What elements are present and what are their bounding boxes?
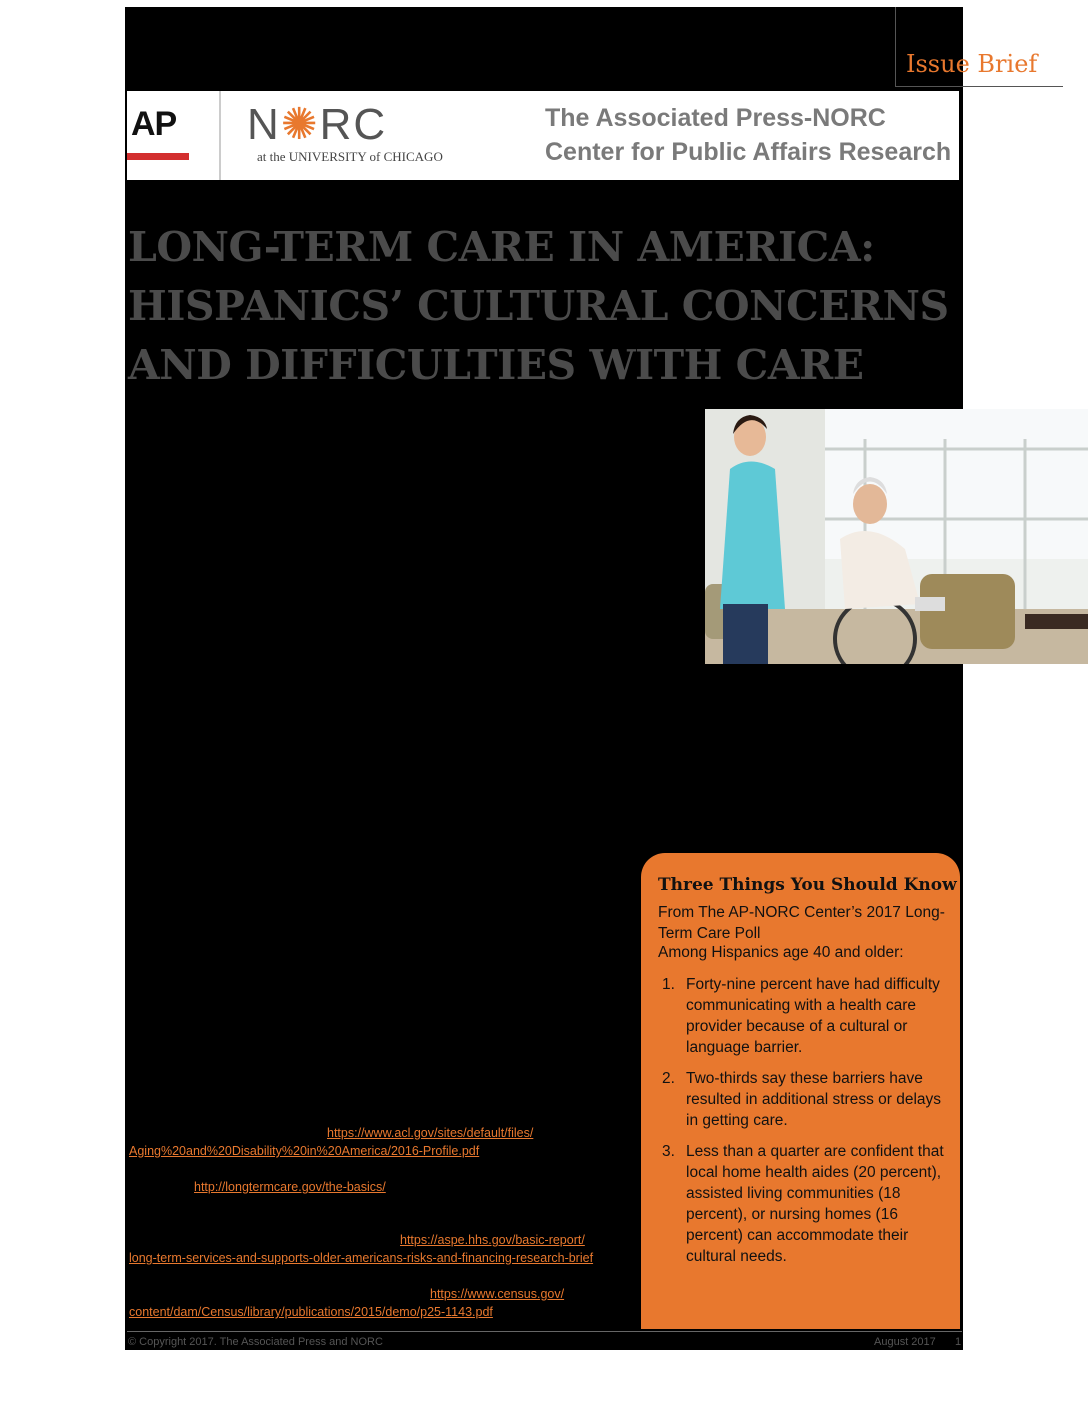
logo-divider bbox=[219, 91, 221, 180]
list-item: 2. Two-thirds say these barriers have resulted in additional stress or delays in getting care. bbox=[662, 1070, 942, 1129]
key-findings-list bbox=[658, 974, 948, 1277]
footer-copyright: © Copyright 2017. The Associated Press and NORC bbox=[128, 1336, 383, 1348]
three-things-sidebar bbox=[641, 853, 960, 1329]
footnote-link-aspe-cont[interactable]: long-term-services-and-supports-older-americans-risks-and-financing-research-brief bbox=[129, 1251, 594, 1265]
logo-banner bbox=[127, 91, 959, 180]
center-name: The Associated Press-NORC Center for Public Affairs Research bbox=[545, 104, 952, 166]
footnote-link-acl-cont[interactable]: Aging%20and%20Disability%20in%20America/2016-Profile.pdf bbox=[129, 1144, 480, 1158]
footer-date: August 2017 bbox=[874, 1336, 936, 1348]
uchicago-text: at the UNIVERSITY of CHICAGO bbox=[257, 149, 443, 164]
sidebar-subheading: From The AP-NORC Center’s 2017 Long-Term Care Poll bbox=[658, 904, 945, 942]
footnote-link-aspe[interactable]: https://aspe.hhs.gov/basic-report/ bbox=[400, 1233, 585, 1247]
sidebar-heading: Three Things You Should Know bbox=[658, 875, 957, 895]
list-item: 1. Forty-nine percent have had difficulty communicating with a health care provider because of a cultural or language barrier. bbox=[662, 976, 940, 1056]
page-title: LONG-TERM CARE IN AMERICA: HISPANICS’ CULTURAL CONCERNS AND DIFFICULTIES WITH CARE bbox=[128, 223, 949, 389]
list-item: 3. Less than a quarter are confident that local home health aides (20 percent), assisted living communities (18 percent), or nursing homes (16 percent) can accommodate their cultural needs. bbox=[662, 1143, 944, 1265]
norc-star-icon: ✺ bbox=[280, 100, 320, 149]
footnote-link-census[interactable]: https://www.census.gov/ bbox=[430, 1287, 565, 1301]
norc-logo: N✺RC bbox=[247, 100, 388, 149]
ap-logo: AP bbox=[131, 105, 177, 143]
sidebar-intro: Among Hispanics age 40 and older: bbox=[658, 944, 904, 961]
issue-brief-label: Issue Brief bbox=[906, 50, 1038, 78]
page-number: 1 bbox=[955, 1336, 962, 1348]
footnote-link-census-cont[interactable]: content/dam/Census/library/publications/2015/demo/p25-1143.pdf bbox=[129, 1305, 493, 1319]
caregiver-photo bbox=[705, 409, 1088, 664]
tab-underline bbox=[895, 86, 1063, 87]
ap-logo-underline bbox=[127, 153, 189, 160]
footnote-link-longtermcare[interactable]: http://longtermcare.gov/the-basics/ bbox=[194, 1180, 386, 1194]
footer-rule bbox=[127, 1331, 962, 1332]
footnote-link-acl[interactable]: https://www.acl.gov/sites/default/files/ bbox=[327, 1126, 534, 1140]
tab-divider bbox=[895, 7, 896, 87]
